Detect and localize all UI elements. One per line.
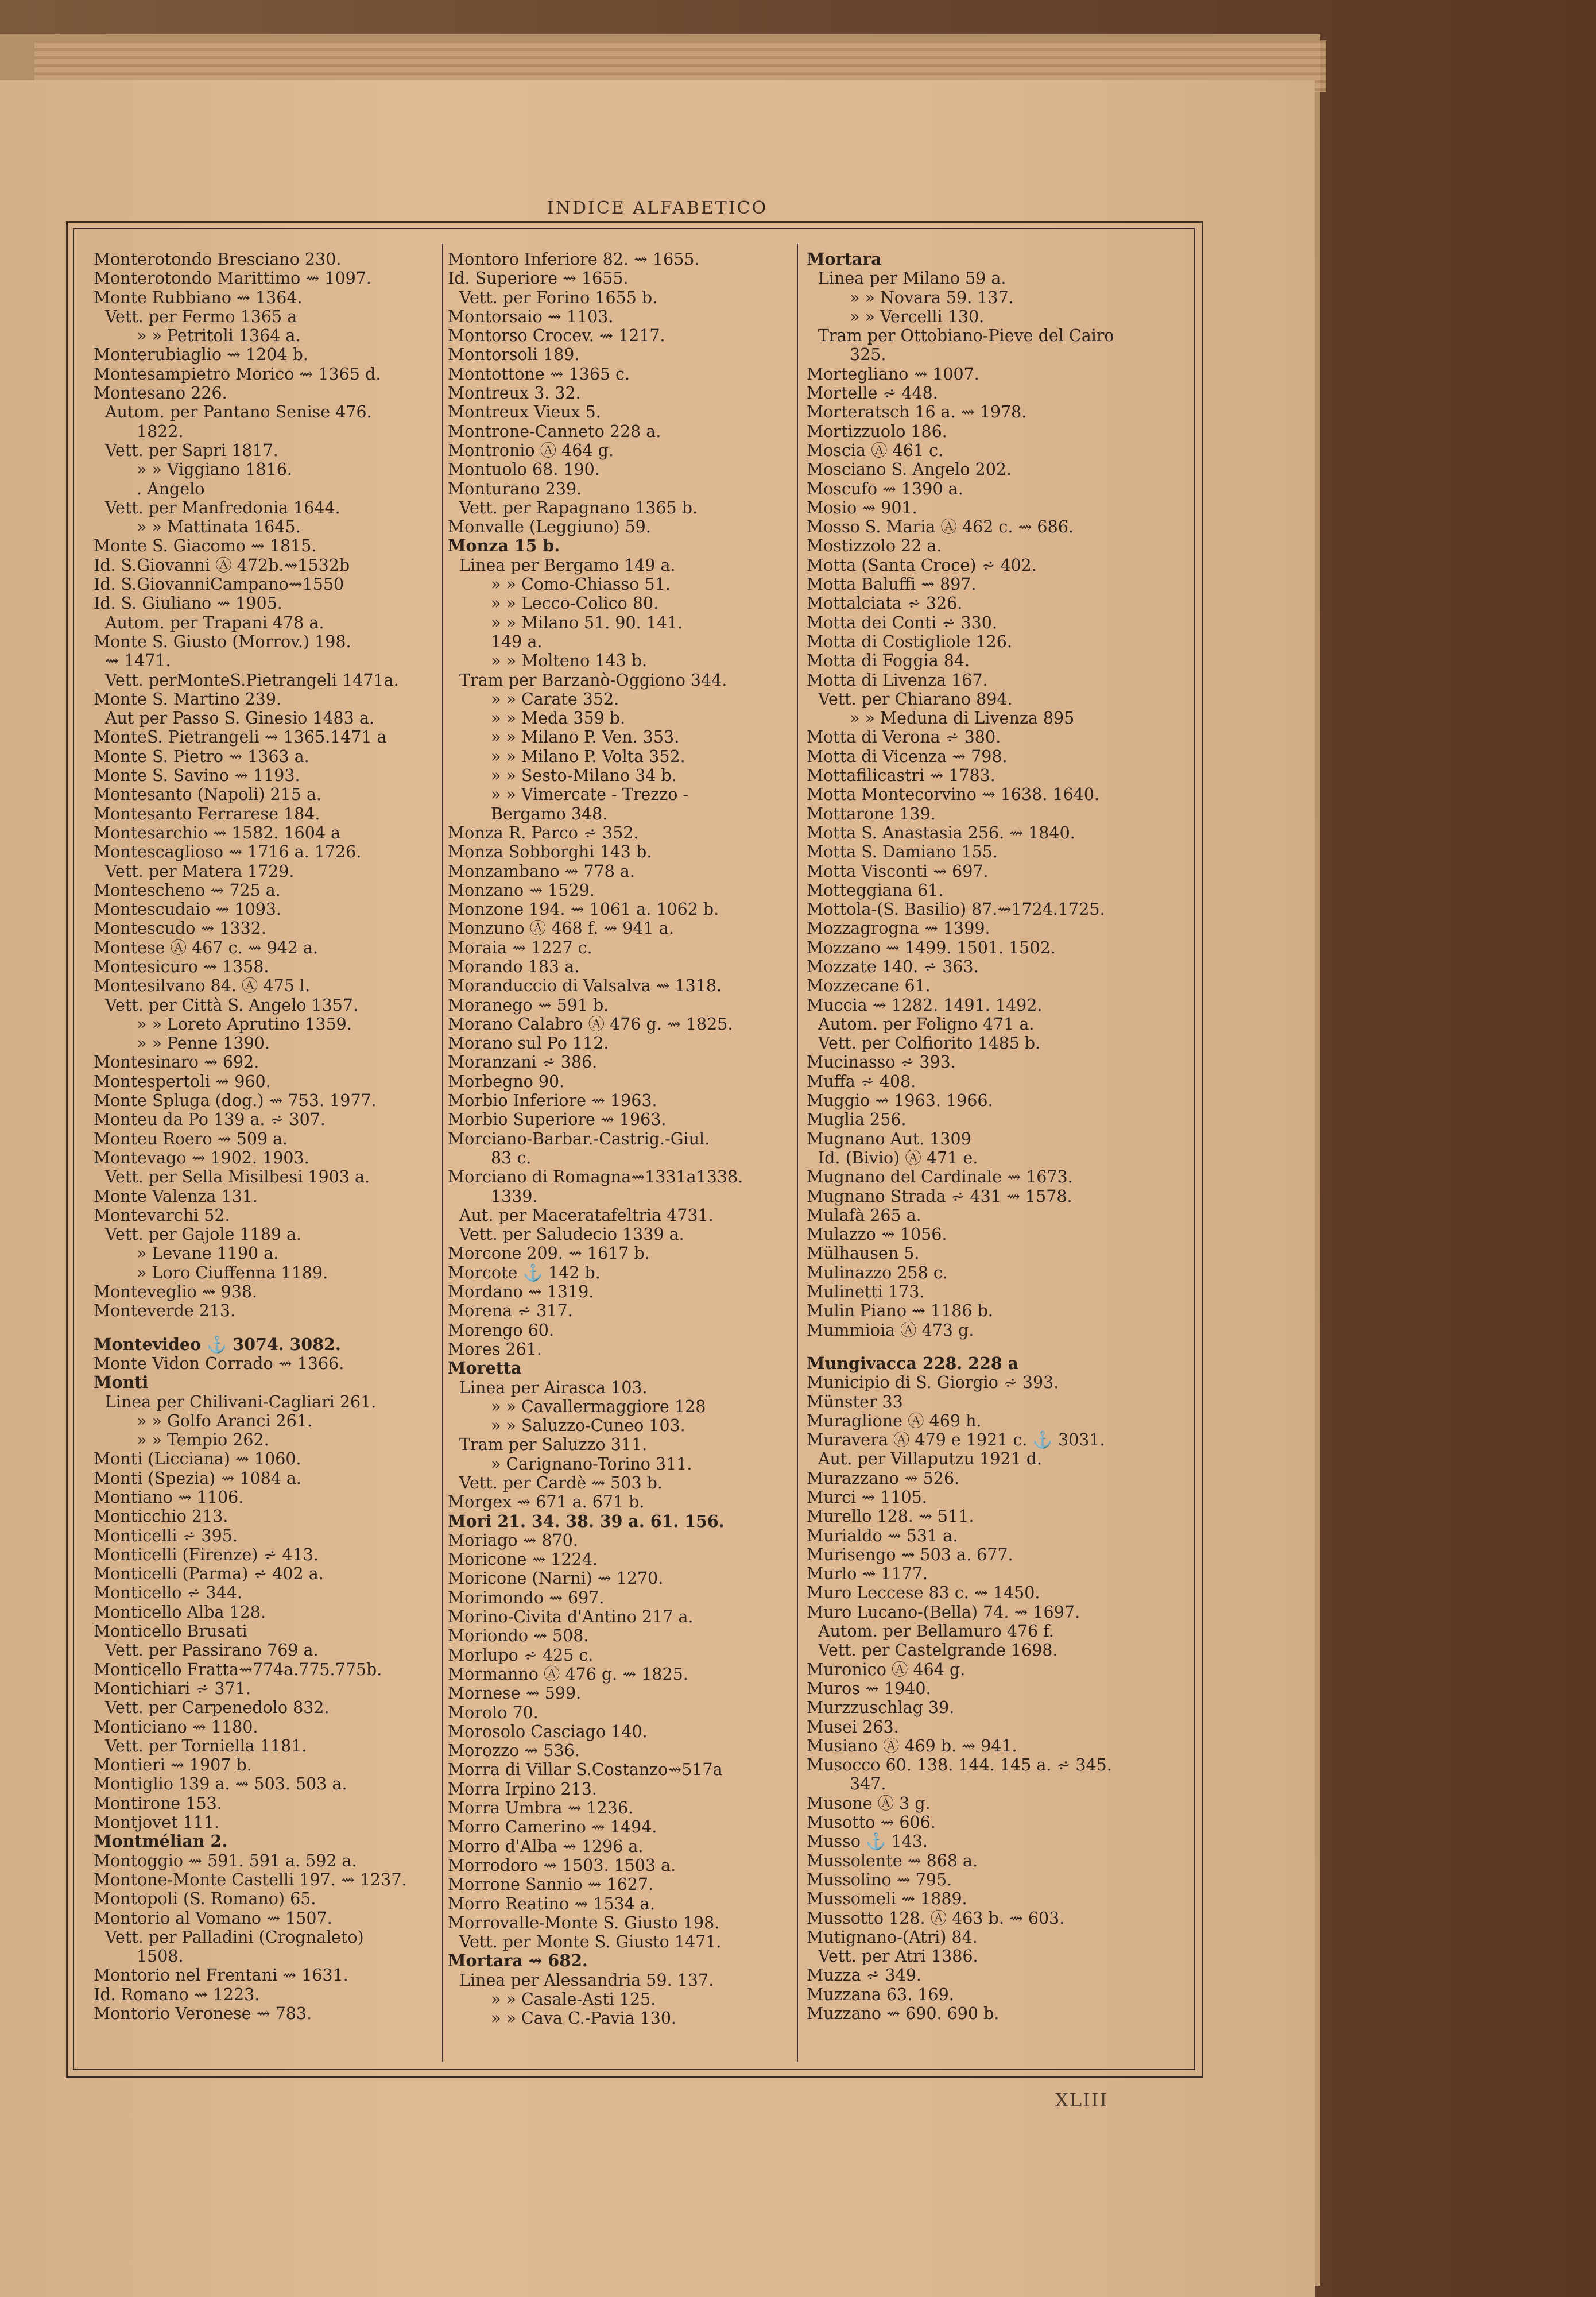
index-entry: 1508. <box>137 1947 184 1966</box>
index-entry: Monte Valenza 131. <box>94 1186 258 1206</box>
index-entry: Mugnano Aut. 1309 <box>807 1129 971 1148</box>
index-entry: Morbegno 90. <box>448 1072 565 1091</box>
index-entry: Murello 128. ⇝ 511. <box>807 1507 974 1526</box>
index-entry: Monterotondo Bresciano 230. <box>94 250 342 269</box>
index-entry: Muzza ⩫ 349. <box>807 1966 922 1985</box>
index-entry: Monteu Roero ⇝ 509 a. <box>94 1129 288 1148</box>
index-entry: » » Vercelli 130. <box>850 307 985 326</box>
index-entry: Morro Reatino ⇝ 1534 a. <box>448 1894 655 1913</box>
index-entry: Monticelli (Parma) ⩫ 402 a. <box>94 1564 324 1584</box>
index-entry: Vett. per Chiarano 894. <box>818 689 1013 709</box>
index-entry: Motta di Costigliole 126. <box>807 632 1013 651</box>
index-entry: » » Lecco-Colico 80. <box>491 594 659 613</box>
index-heading: Mortara <box>807 250 882 269</box>
index-entry: Morosolo Casciago 140. <box>448 1722 648 1741</box>
index-entry: Morozzo ⇝ 536. <box>448 1741 580 1761</box>
index-entry: Morra Irpino 213. <box>448 1779 597 1799</box>
index-entry: Morbio Superiore ⇝ 1963. <box>448 1110 667 1130</box>
index-entry: Linea per Airasca 103. <box>459 1378 648 1397</box>
index-entry: Monte Spluga (dog.) ⇝ 753. 1977. <box>94 1091 377 1111</box>
index-entry: Montesano 226. <box>94 384 227 403</box>
index-entry: Id. S.GiovanniCampano⇝1550 <box>94 575 344 594</box>
index-entry: Motta Montecorvino ⇝ 1638. 1640. <box>807 785 1100 805</box>
index-entry: Montoro Inferiore 82. ⇝ 1655. <box>448 250 700 269</box>
index-entry: Murlo ⇝ 1177. <box>807 1564 928 1584</box>
index-entry: Mortelle ⩫ 448. <box>807 384 938 403</box>
index-entry: Vett. per Città S. Angelo 1357. <box>105 995 359 1015</box>
index-entry: Tram per Barzanò-Oggiono 344. <box>459 670 727 690</box>
index-entry: Monticelli (Firenze) ⩫ 413. <box>94 1545 319 1564</box>
index-entry: Motta di Livenza 167. <box>807 670 988 690</box>
index-entry: Mugnano Strada ⩫ 431 ⇝ 1578. <box>807 1186 1072 1206</box>
index-heading: Mungivacca 228. 228 a <box>807 1354 1019 1373</box>
index-entry: Montesanto Ferrarese 184. <box>94 804 320 823</box>
index-entry: Vett. per Monte S. Giusto 1471. <box>459 1932 722 1952</box>
index-entry: Monterotondo Marittimo ⇝ 1097. <box>94 269 371 288</box>
index-entry: Mortizzuolo 186. <box>807 421 947 441</box>
index-entry: Mordano ⇝ 1319. <box>448 1282 594 1302</box>
index-entry: Moscia Ⓐ 461 c. <box>807 440 944 460</box>
index-entry: Monzone 194. ⇝ 1061 a. 1062 b. <box>448 900 719 919</box>
index-entry: 347. <box>850 1774 886 1794</box>
index-entry: Montoggio ⇝ 591. 591 a. 592 a. <box>94 1851 357 1870</box>
index-entry: Monza Sobborghi 143 b. <box>448 842 652 862</box>
index-entry: » Levane 1190 a. <box>137 1244 279 1263</box>
index-entry: Moraia ⇝ 1227 c. <box>448 938 592 957</box>
index-entry: Morcote ⚓ 142 b. <box>448 1263 601 1282</box>
index-entry: Montone-Monte Castelli 197. ⇝ 1237. <box>94 1870 407 1889</box>
index-entry: Mugnano del Cardinale ⇝ 1673. <box>807 1167 1073 1187</box>
index-entry: Montichiari ⩫ 371. <box>94 1679 251 1698</box>
index-entry: Muzzano ⇝ 690. 690 b. <box>807 2004 1000 2024</box>
index-entry: Mornese ⇝ 599. <box>448 1684 582 1703</box>
index-entry: Mottalciata ⩫ 326. <box>807 594 963 613</box>
index-heading: Mori 21. 34. 38. 39 a. 61. 156. <box>448 1511 725 1531</box>
index-entry: Vett. per Colfiorito 1485 b. <box>818 1034 1041 1053</box>
index-entry: Moricone ⇝ 1224. <box>448 1550 598 1569</box>
index-entry: Montiano ⇝ 1106. <box>94 1488 244 1507</box>
index-entry: » » Molteno 143 b. <box>491 651 648 671</box>
index-entry: Autom. per Pantano Senise 476. <box>105 403 372 422</box>
index-entry: Montjovet 111. <box>94 1813 220 1832</box>
index-entry: » Carignano-Torino 311. <box>491 1454 692 1474</box>
index-entry: Morino-Civita d'Antino 217 a. <box>448 1607 694 1627</box>
index-entry: Mosciano S. Angelo 202. <box>807 460 1012 479</box>
index-entry: Mottarone 139. <box>807 804 936 823</box>
index-entry: Vett. per Cardè ⇝ 503 b. <box>459 1474 663 1492</box>
index-entry: Morena ⩫ 317. <box>448 1301 573 1321</box>
index-entry: Vett. per Forino 1655 b. <box>459 288 658 307</box>
index-entry: Montesarchio ⇝ 1582. 1604 a <box>94 823 341 842</box>
index-entry: Motta di Verona ⩫ 380. <box>807 728 1001 747</box>
index-entry: 1339. <box>491 1186 538 1206</box>
index-entry: Monticello ⩫ 344. <box>94 1583 242 1603</box>
index-column-1 <box>94 250 444 2056</box>
index-entry: Monzambano ⇝ 778 a. <box>448 861 635 881</box>
index-entry: Mussomeli ⇝ 1889. <box>807 1889 967 1909</box>
index-entry: » » Meda 359 b. <box>491 709 626 728</box>
index-heading: Monza 15 b. <box>448 536 560 556</box>
index-entry: Morgex ⇝ 671 a. 671 b. <box>448 1492 645 1512</box>
index-entry: Monteveglio ⇝ 938. <box>94 1282 258 1302</box>
index-entry: Municipio di S. Giorgio ⩫ 393. <box>807 1373 1059 1393</box>
index-entry: Bergamo 348. <box>491 804 608 823</box>
index-entry: Monteverde 213. <box>94 1301 236 1321</box>
index-entry: Moranego ⇝ 591 b. <box>448 995 609 1015</box>
index-entry: Montescheno ⇝ 725 a. <box>94 880 281 900</box>
index-entry: Montorsaio ⇝ 1103. <box>448 307 614 326</box>
index-entry: Id. S.Giovanni Ⓐ 472b.⇝1532b <box>94 555 350 575</box>
index-column-2 <box>448 250 798 2056</box>
index-entry: » » Meduna di Livenza 895 <box>850 709 1075 728</box>
index-entry: » Loro Ciuffenna 1189. <box>137 1263 328 1282</box>
index-entry: Morro Camerino ⇝ 1494. <box>448 1818 657 1837</box>
index-entry: Id. Romano ⇝ 1223. <box>94 1985 260 2004</box>
index-entry: Montronio Ⓐ 464 g. <box>448 440 614 460</box>
index-entry: » » Mattinata 1645. <box>137 517 301 537</box>
index-entry: Vett. per Fermo 1365 a <box>105 307 297 326</box>
index-entry: Vett. per Passirano 769 a. <box>105 1641 319 1660</box>
index-entry: » » Cavallermaggiore 128 <box>491 1397 706 1416</box>
index-entry: Moscufo ⇝ 1390 a. <box>807 479 963 498</box>
index-entry: Montespertoli ⇝ 960. <box>94 1072 271 1091</box>
index-entry: Musone Ⓐ 3 g. <box>807 1793 931 1813</box>
index-entry: » » Penne 1390. <box>137 1034 270 1053</box>
index-entry: Murazzano ⇝ 526. <box>807 1468 960 1488</box>
index-entry: Vett. per Palladini (Crognaleto) <box>105 1927 364 1947</box>
index-entry: Montesilvano 84. Ⓐ 475 l. <box>94 976 311 996</box>
index-entry: Vett. per Manfredonia 1644. <box>105 498 340 517</box>
index-entry: Monte S. Savino ⇝ 1193. <box>94 766 300 786</box>
index-entry: Morimondo ⇝ 697. <box>448 1588 605 1607</box>
index-entry: Morra di Villar S.Costanzo⇝517a <box>448 1760 723 1780</box>
index-entry: Monte S. Pietro ⇝ 1363 a. <box>94 747 309 766</box>
index-entry: » » Sesto-Milano 34 b. <box>491 766 677 786</box>
index-entry: Muccia ⇝ 1282. 1491. 1492. <box>807 995 1043 1015</box>
index-entry: Monticchio 213. <box>94 1507 228 1526</box>
index-entry: » » Novara 59. 137. <box>850 288 1014 307</box>
index-entry: Motta S. Damiano 155. <box>807 842 998 862</box>
index-entry: Mulinetti 173. <box>807 1282 925 1302</box>
index-entry: Montreux 3. 32. <box>448 384 581 403</box>
index-entry: Montesanto (Napoli) 215 a. <box>94 785 322 805</box>
index-entry: Autom. per Foligno 471 a. <box>818 1014 1035 1034</box>
index-entry: Musei 263. <box>807 1717 899 1737</box>
index-entry: Moranzani ⩫ 386. <box>448 1053 598 1072</box>
index-entry: Id. Superiore ⇝ 1655. <box>448 269 629 288</box>
index-entry: Mottola-(S. Basilio) 87.⇝1724.1725. <box>807 900 1105 919</box>
index-entry: Montieri ⇝ 1907 b. <box>94 1755 252 1775</box>
index-entry: Monteu da Po 139 a. ⩫ 307. <box>94 1110 326 1130</box>
index-entry: Montorsoli 189. <box>448 345 580 365</box>
index-entry: Mutignano-(Atri) 84. <box>807 1927 978 1947</box>
index-entry: Montirone 153. <box>94 1793 222 1813</box>
index-column-3 <box>807 250 1157 2056</box>
index-entry: Mussolino ⇝ 795. <box>807 1870 952 1889</box>
index-entry: Mozzano ⇝ 1499. 1501. 1502. <box>807 938 1056 957</box>
index-entry: Monvalle (Leggiuno) 59. <box>448 517 651 537</box>
index-heading: Monti <box>94 1373 149 1393</box>
index-entry: Morlupo ⩫ 425 c. <box>448 1645 594 1665</box>
index-entry: Id. S. Giuliano ⇝ 1905. <box>94 594 282 613</box>
index-entry: 325. <box>850 345 886 365</box>
index-entry: Mulin Piano ⇝ 1186 b. <box>807 1301 993 1321</box>
index-entry: Aut per Passo S. Ginesio 1483 a. <box>105 709 374 728</box>
index-entry: Moriago ⇝ 870. <box>448 1530 578 1550</box>
index-entry: Muffa ⩫ 408. <box>807 1072 916 1091</box>
index-entry: » » Saluzzo-Cuneo 103. <box>491 1416 685 1436</box>
index-entry: Vett. per Castelgrande 1698. <box>818 1641 1058 1660</box>
index-entry: Mores 261. <box>448 1339 542 1359</box>
index-entry: Montesampietro Morico ⇝ 1365 d. <box>94 364 381 384</box>
index-entry: Mosso S. Maria Ⓐ 462 c. ⇝ 686. <box>807 517 1074 537</box>
index-entry: Monza R. Parco ⩫ 352. <box>448 823 639 842</box>
index-entry: Mormanno Ⓐ 476 g. ⇝ 1825. <box>448 1664 688 1684</box>
index-entry: » » Viggiano 1816. <box>137 460 292 479</box>
index-entry: Murci ⇝ 1105. <box>807 1488 927 1507</box>
index-entry: Tram per Ottobiano-Pieve del Cairo <box>818 326 1114 346</box>
index-entry: Monzuno Ⓐ 468 f. ⇝ 941 a. <box>448 919 674 938</box>
index-entry: Tram per Saluzzo 311. <box>459 1435 648 1455</box>
index-entry: Moranduccio di Valsalva ⇝ 1318. <box>448 976 722 996</box>
index-entry: Morolo 70. <box>448 1703 539 1722</box>
index-entry: » » Casale-Asti 125. <box>491 1990 656 2009</box>
index-entry: Montevarchi 52. <box>94 1205 230 1225</box>
index-entry: Musiano Ⓐ 469 b. ⇝ 941. <box>807 1736 1017 1755</box>
index-entry: Montevago ⇝ 1902. 1903. <box>94 1148 309 1167</box>
index-entry: Monzano ⇝ 1529. <box>448 880 595 900</box>
index-entry: Montorio Veronese ⇝ 783. <box>94 2004 312 2024</box>
index-entry: » » Como-Chiasso 51. <box>491 575 671 594</box>
page-number: XLIII <box>1055 2089 1108 2111</box>
index-entry: Muro Lucano-(Bella) 74. ⇝ 1697. <box>807 1602 1080 1622</box>
index-entry: Vett. per Atri 1386. <box>818 1947 978 1966</box>
index-entry: Monturano 239. <box>448 479 582 498</box>
index-entry: Musocco 60. 138. 144. 145 a. ⩫ 345. <box>807 1755 1112 1775</box>
index-entry: » » Tempio 262. <box>137 1430 269 1450</box>
index-entry: Aut. per Villaputzu 1921 d. <box>818 1449 1043 1469</box>
index-entry: Muros ⇝ 1940. <box>807 1679 931 1698</box>
index-entry: Vett. per Torniella 1181. <box>105 1736 307 1755</box>
index-entry: Muzzana 63. 169. <box>807 1985 954 2004</box>
index-entry: Motta dei Conti ⩫ 330. <box>807 613 997 632</box>
index-entry: » » Golfo Aranci 261. <box>137 1411 312 1430</box>
index-entry: Moriondo ⇝ 508. <box>448 1626 589 1646</box>
index-heading: Mortara ⇝ 682. <box>448 1951 588 1971</box>
index-entry: Montese Ⓐ 467 c. ⇝ 942 a. <box>94 938 319 957</box>
index-entry: Mosio ⇝ 901. <box>807 498 917 517</box>
index-entry: Montesinaro ⇝ 692. <box>94 1053 259 1072</box>
index-entry: Musso ⚓ 143. <box>807 1832 928 1851</box>
index-entry: Motta di Foggia 84. <box>807 651 970 671</box>
index-entry: » » Petritoli 1364 a. <box>137 326 301 346</box>
index-entry: Mortegliano ⇝ 1007. <box>807 364 979 384</box>
index-entry: Murialdo ⇝ 531 a. <box>807 1526 958 1545</box>
index-entry: Muro Leccese 83 c. ⇝ 1450. <box>807 1583 1040 1603</box>
index-entry: Murzzuschlag 39. <box>807 1698 955 1718</box>
index-entry: Monte S. Giacomo ⇝ 1815. <box>94 536 317 556</box>
index-entry: » » Cava C.-Pavia 130. <box>491 2009 677 2028</box>
index-entry: » » Carate 352. <box>491 689 619 709</box>
index-entry: . Angelo <box>137 479 205 498</box>
index-entry: » » Vimercate - Trezzo - <box>491 785 689 805</box>
index-entry: Monti (Licciana) ⇝ 1060. <box>94 1449 301 1469</box>
index-entry: Linea per Chilivani-Cagliari 261. <box>105 1392 377 1412</box>
index-entry: Motta Baluffi ⇝ 897. <box>807 575 977 594</box>
index-entry: 1822. <box>137 421 184 441</box>
index-entry: Mozzecane 61. <box>807 976 931 996</box>
index-entry: Montopoli (S. Romano) 65. <box>94 1889 316 1909</box>
index-entry: Monticello Fratta⇝774a.775.775b. <box>94 1660 382 1679</box>
index-entry: Montreux Vieux 5. <box>448 403 601 422</box>
index-entry: Linea per Milano 59 a. <box>818 269 1006 288</box>
index-entry: Linea per Bergamo 149 a. <box>459 555 676 575</box>
index-entry: Monte Rubbiano ⇝ 1364. <box>94 288 303 307</box>
index-entry: Autom. per Trapani 478 a. <box>105 613 324 632</box>
index-entry: Motta S. Anastasia 256. ⇝ 1840. <box>807 823 1075 842</box>
index-entry: Linea per Alessandria 59. 137. <box>459 1970 714 1990</box>
index-entry: Moricone (Narni) ⇝ 1270. <box>448 1569 664 1588</box>
index-entry: » » Loreto Aprutino 1359. <box>137 1014 352 1034</box>
index-entry: Muronico Ⓐ 464 g. <box>807 1660 966 1679</box>
index-entry: Morrovalle-Monte S. Giusto 198. <box>448 1913 720 1932</box>
index-entry: Monticello Brusati <box>94 1622 247 1641</box>
index-entry: Mulafà 265 a. <box>807 1205 921 1225</box>
index-entry: Muggio ⇝ 1963. 1966. <box>807 1091 993 1111</box>
index-entry: Mülhausen 5. <box>807 1244 920 1263</box>
index-entry: Vett. per Saludecio 1339 a. <box>459 1225 684 1244</box>
index-entry: Monticiano ⇝ 1180. <box>94 1717 258 1737</box>
page-header: INDICE ALFABETICO <box>547 198 768 218</box>
index-entry: Montescudaio ⇝ 1093. <box>94 900 282 919</box>
index-entry: 83 c. <box>491 1148 532 1167</box>
index-entry: Monterubiaglio ⇝ 1204 b. <box>94 345 308 365</box>
index-entry: Morano Calabro Ⓐ 476 g. ⇝ 1825. <box>448 1014 733 1034</box>
index-entry: Muraglione Ⓐ 469 h. <box>807 1411 982 1430</box>
index-entry: Morengo 60. <box>448 1320 554 1340</box>
index-entry: Vett. per Sapri 1817. <box>105 440 278 460</box>
index-entry: Morciano di Romagna⇝1331a1338. <box>448 1167 743 1187</box>
index-entry: Motteggiana 61. <box>807 880 944 900</box>
index-entry: Monticelli ⩫ 395. <box>94 1526 238 1545</box>
index-entry: Vett. per Sella Misilbesi 1903 a. <box>105 1167 370 1187</box>
index-entry: Mulazzo ⇝ 1056. <box>807 1225 947 1244</box>
index-entry: Montiglio 139 a. ⇝ 503. 503 a. <box>94 1774 347 1794</box>
index-entry: Morcone 209. ⇝ 1617 b. <box>448 1244 650 1263</box>
index-entry: Mummioia Ⓐ 473 g. <box>807 1320 974 1340</box>
index-entry: Montescaglioso ⇝ 1716 a. 1726. <box>94 842 362 862</box>
index-entry: Muglia 256. <box>807 1110 907 1130</box>
index-entry: Mussolente ⇝ 868 a. <box>807 1851 978 1870</box>
index-entry: Aut. per Maceratafeltria 4731. <box>459 1205 714 1225</box>
index-entry: Monte S. Giusto (Morrov.) 198. <box>94 632 351 651</box>
index-entry: Montescudo ⇝ 1332. <box>94 919 266 938</box>
index-entry: Morro d'Alba ⇝ 1296 a. <box>448 1836 644 1856</box>
index-heading: Montevideo ⚓ 3074. 3082. <box>94 1335 341 1354</box>
index-entry: Vett. per Matera 1729. <box>105 861 295 881</box>
index-entry: Murisengo ⇝ 503 a. 677. <box>807 1545 1013 1564</box>
index-entry: Morciano-Barbar.-Castrig.-Giul. <box>448 1129 710 1148</box>
index-entry: Mulinazzo 258 c. <box>807 1263 948 1282</box>
index-entry: Vett. per Carpenedolo 832. <box>105 1698 330 1718</box>
index-entry: Montottone ⇝ 1365 c. <box>448 364 630 384</box>
entry-gap <box>807 1340 1157 1354</box>
index-entry: Mucinasso ⩫ 393. <box>807 1053 956 1072</box>
index-entry: Montorio al Vomano ⇝ 1507. <box>94 1908 332 1928</box>
index-entry: Montorio nel Frentani ⇝ 1631. <box>94 1966 348 1985</box>
index-entry: Morrodoro ⇝ 1503. 1503 a. <box>448 1855 676 1875</box>
index-entry: Mozzate 140. ⩫ 363. <box>807 957 979 976</box>
index-entry: Morbio Inferiore ⇝ 1963. <box>448 1091 657 1111</box>
index-entry: Motta (Santa Croce) ⩫ 402. <box>807 555 1037 575</box>
index-entry: Morra Umbra ⇝ 1236. <box>448 1799 634 1818</box>
index-entry: Vett. per Gajole 1189 a. <box>105 1225 302 1244</box>
index-entry: Morano sul Po 112. <box>448 1034 609 1053</box>
index-entry: Id. (Bivio) Ⓐ 471 e. <box>818 1148 978 1167</box>
index-entry: Montrone-Canneto 228 a. <box>448 421 661 441</box>
index-heading: Montmélian 2. <box>94 1832 228 1851</box>
index-entry: » » Milano P. Ven. 353. <box>491 728 680 747</box>
index-entry: Mottafilicastri ⇝ 1783. <box>807 766 995 786</box>
index-entry: Morrone Sannio ⇝ 1627. <box>448 1875 654 1894</box>
index-entry: Münster 33 <box>807 1392 903 1412</box>
index-entry: Montorso Crocev. ⇝ 1217. <box>448 326 665 346</box>
index-entry: Mostizzolo 22 a. <box>807 536 942 556</box>
index-entry: Monte Vidon Corrado ⇝ 1366. <box>94 1354 344 1373</box>
entry-gap <box>94 1321 444 1335</box>
index-entry: » » Milano P. Volta 352. <box>491 747 685 766</box>
index-entry: Monticello Alba 128. <box>94 1602 266 1622</box>
index-entry: Morando 183 a. <box>448 957 580 976</box>
index-heading: Moretta <box>448 1359 522 1378</box>
index-entry: Montesicuro ⇝ 1358. <box>94 957 269 976</box>
index-entry: Mozzagrogna ⇝ 1399. <box>807 919 990 938</box>
index-entry: Vett. perMonteS.Pietrangeli 1471a. <box>105 670 399 690</box>
index-entry: ⇝ 1471. <box>105 651 171 671</box>
index-entry: Mussotto 128. Ⓐ 463 b. ⇝ 603. <box>807 1908 1065 1928</box>
index-entry: MonteS. Pietrangeli ⇝ 1365.1471 a <box>94 728 387 747</box>
index-entry: Motta di Vicenza ⇝ 798. <box>807 747 1008 766</box>
index-entry: » » Milano 51. 90. 141. <box>491 613 683 632</box>
index-entry: Morteratsch 16 a. ⇝ 1978. <box>807 403 1027 422</box>
index-entry: Musotto ⇝ 606. <box>807 1813 936 1832</box>
index-entry: Monti (Spezia) ⇝ 1084 a. <box>94 1468 301 1488</box>
index-entry: Muravera Ⓐ 479 e 1921 c. ⚓ 3031. <box>807 1430 1105 1450</box>
index-entry: Vett. per Rapagnano 1365 b. <box>459 498 698 517</box>
index-entry: 149 a. <box>491 632 543 651</box>
index-entry: Monte S. Martino 239. <box>94 689 282 709</box>
index-entry: Montuolo 68. 190. <box>448 460 600 479</box>
index-entry: Autom. per Bellamuro 476 f. <box>818 1622 1054 1641</box>
index-entry: Motta Visconti ⇝ 697. <box>807 861 989 881</box>
